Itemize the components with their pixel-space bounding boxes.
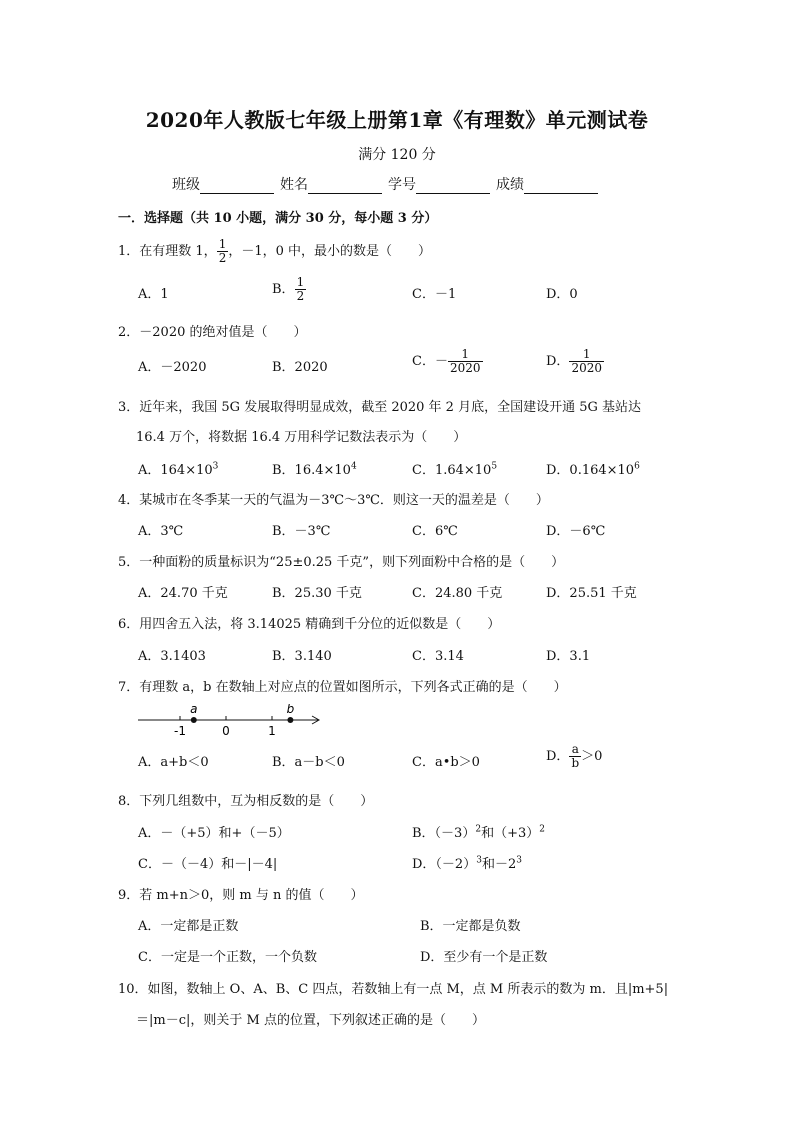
q1-b-num: 1 <box>296 275 305 289</box>
q8-option-c[interactable]: C．－（－4）和－|－4| <box>138 857 278 872</box>
q8-d-part1: D．（－2） <box>412 857 477 872</box>
question-3-line-1: 3．近年来，我国 5G 发展取得明显成效，截至 2020 年 2 月底，全国建设开通 5G 基站达 <box>118 400 641 415</box>
q8-option-d[interactable] <box>412 853 522 872</box>
q1-b-pre: B． <box>272 282 295 297</box>
q1-frac-den: 2 <box>218 251 227 265</box>
q3-c-text: C．1.64×10 <box>412 463 492 478</box>
q6-option-a[interactable]: A．3.1403 <box>138 649 206 664</box>
q3-option-b[interactable] <box>272 459 357 478</box>
point-b <box>287 717 293 723</box>
id-label: 学号 <box>388 177 416 193</box>
q8-b-part1: B．（－3） <box>412 826 476 841</box>
q3-b-exp: 4 <box>350 461 357 472</box>
q8-option-b[interactable] <box>412 822 545 841</box>
q2-d-num: 1 <box>569 348 604 362</box>
question-8: 8．下列几组数中，互为相反数的是（ ） <box>118 794 374 809</box>
question-5: 5．一种面粉的质量标识为“25±0.25 千克”，则下列面粉中合格的是（ ） <box>118 555 565 570</box>
q3-option-a[interactable] <box>138 459 218 478</box>
question-3-line-2: 16.4 万个，将数据 16.4 万用科学记数法表示为（ ） <box>136 430 467 445</box>
class-label: 班级 <box>172 177 200 193</box>
number-line-figure <box>136 704 326 740</box>
q8-b-exp2: 2 <box>539 824 545 835</box>
score-label: 成绩 <box>496 177 524 193</box>
page-title: 2020年人教版七年级上册第1章《有理数》单元测试卷 <box>145 108 649 132</box>
q9-option-a[interactable]: A．一定都是正数 <box>138 919 239 934</box>
full-score: 满分 120 分 <box>358 147 436 163</box>
q8-b-exp1: 2 <box>475 824 482 835</box>
q7-option-b[interactable]: B．a－b＜0 <box>272 755 345 770</box>
q1-frac-num: 1 <box>218 237 227 251</box>
q3-a-text: A．164×10 <box>138 463 213 478</box>
question-4: 4．某城市在冬季某一天的气温为－3℃～3℃．则这一天的温差是（ ） <box>118 493 549 508</box>
q8-d-exp1: 3 <box>476 855 482 866</box>
point-a <box>191 717 197 723</box>
q7-d-fraction <box>569 743 581 770</box>
q8-b-part2: 和（+3） <box>481 826 540 841</box>
q3-option-c[interactable] <box>412 459 497 478</box>
q1-option-a[interactable]: A．1 <box>138 287 169 302</box>
q1-option-b[interactable] <box>272 276 306 303</box>
question-6: 6．用四舍五入法，将 3.14025 精确到千分位的近似数是（ ） <box>118 617 501 632</box>
q7-d-num: a <box>569 743 581 757</box>
name-label: 姓名 <box>280 177 308 193</box>
q9-option-b[interactable]: B．一定都是负数 <box>420 919 521 934</box>
q4-option-a[interactable]: A．3℃ <box>138 524 184 539</box>
q3-d-text: D．0.164×10 <box>546 463 635 478</box>
q2-c-pre: C．－ <box>412 354 448 369</box>
id-blank[interactable] <box>416 179 490 194</box>
question-10-line-2: ＝|m－c|，则关于 M 点的位置，下列叙述正确的是（ ） <box>136 1013 485 1028</box>
tick-label-minus-one: -1 <box>174 724 186 738</box>
q7-option-d[interactable] <box>546 743 602 770</box>
student-info-line <box>172 174 604 194</box>
q3-b-text: B．16.4×10 <box>272 463 351 478</box>
q7-d-den: b <box>571 756 580 770</box>
tick-label-one: 1 <box>268 724 276 738</box>
section-heading: 一．选择题（共 10 小题，满分 30 分，每小题 3 分） <box>118 211 438 226</box>
q1-option-c[interactable]: C．－1 <box>412 287 457 302</box>
q2-option-c[interactable] <box>412 348 483 375</box>
q2-d-den: 2020 <box>571 361 602 375</box>
q8-option-a[interactable]: A．－（+5）和+（－5） <box>138 826 290 841</box>
q4-option-c[interactable]: C．6℃ <box>412 524 458 539</box>
q3-c-exp: 5 <box>491 461 498 472</box>
q8-d-exp2: 3 <box>516 855 522 866</box>
q1-stem-post: ，－1，0 中，最小的数是（ ） <box>228 244 432 259</box>
q6-option-c[interactable]: C．3.14 <box>412 649 464 664</box>
q4-option-b[interactable]: B．－3℃ <box>272 524 331 539</box>
q2-option-b[interactable]: B．2020 <box>272 360 328 375</box>
q6-option-b[interactable]: B．3.140 <box>272 649 332 664</box>
q1-b-den: 2 <box>296 289 305 303</box>
name-blank[interactable] <box>308 179 382 194</box>
point-a-label: a <box>190 704 198 716</box>
q7-number-line <box>136 704 326 740</box>
q2-option-a[interactable]: A．－2020 <box>138 360 207 375</box>
q5-option-a[interactable]: A．24.70 千克 <box>138 586 228 601</box>
q5-option-d[interactable]: D．25.51 千克 <box>546 586 637 601</box>
q1-option-d[interactable]: D．0 <box>546 287 578 302</box>
q7-option-a[interactable]: A．a+b＜0 <box>138 755 209 770</box>
q4-option-d[interactable]: D．－6℃ <box>546 524 606 539</box>
q1-stem-pre: 1．在有理数 1， <box>118 244 217 259</box>
question-7: 7．有理数 a，b 在数轴上对应点的位置如图所示，下列各式正确的是（ ） <box>118 680 567 695</box>
q3-option-d[interactable] <box>546 459 640 478</box>
q9-option-c[interactable]: C．一定是一个正数，一个负数 <box>138 950 317 965</box>
q1-fraction <box>217 238 229 265</box>
q7-option-c[interactable]: C．a•b＞0 <box>412 755 480 770</box>
q7-d-pre: D． <box>546 749 570 764</box>
tick-label-zero: 0 <box>222 724 230 738</box>
q5-option-b[interactable]: B．25.30 千克 <box>272 586 362 601</box>
q8-d-part2: 和－2 <box>481 857 517 872</box>
class-blank[interactable] <box>200 179 274 194</box>
q3-d-exp: 6 <box>634 461 640 472</box>
q2-c-den: 2020 <box>449 361 481 375</box>
q9-option-d[interactable]: D．至少有一个是正数 <box>420 950 548 965</box>
point-b-label: b <box>286 704 295 716</box>
q6-option-d[interactable]: D．3.1 <box>546 649 591 664</box>
question-9: 9．若 m+n＞0，则 m 与 n 的值（ ） <box>118 888 364 903</box>
question-2: 2．－2020 的绝对值是（ ） <box>118 325 307 340</box>
question-10-line-1: 10．如图，数轴上 O、A、B、C 四点，若数轴上有一点 M，点 M 所表示的数为 m．且|m+5| <box>118 982 669 997</box>
q7-d-post: ＞0 <box>581 749 603 764</box>
score-blank[interactable] <box>524 179 598 194</box>
q2-d-pre: D． <box>546 354 570 369</box>
q5-option-c[interactable]: C．24.80 千克 <box>412 586 503 601</box>
q2-c-fraction <box>448 348 483 375</box>
q3-a-exp: 3 <box>212 461 219 472</box>
q1-b-fraction <box>295 276 307 303</box>
question-1 <box>118 238 431 265</box>
q2-c-num: 1 <box>448 348 483 362</box>
q2-option-d[interactable] <box>546 348 604 375</box>
q2-d-fraction <box>569 348 604 375</box>
